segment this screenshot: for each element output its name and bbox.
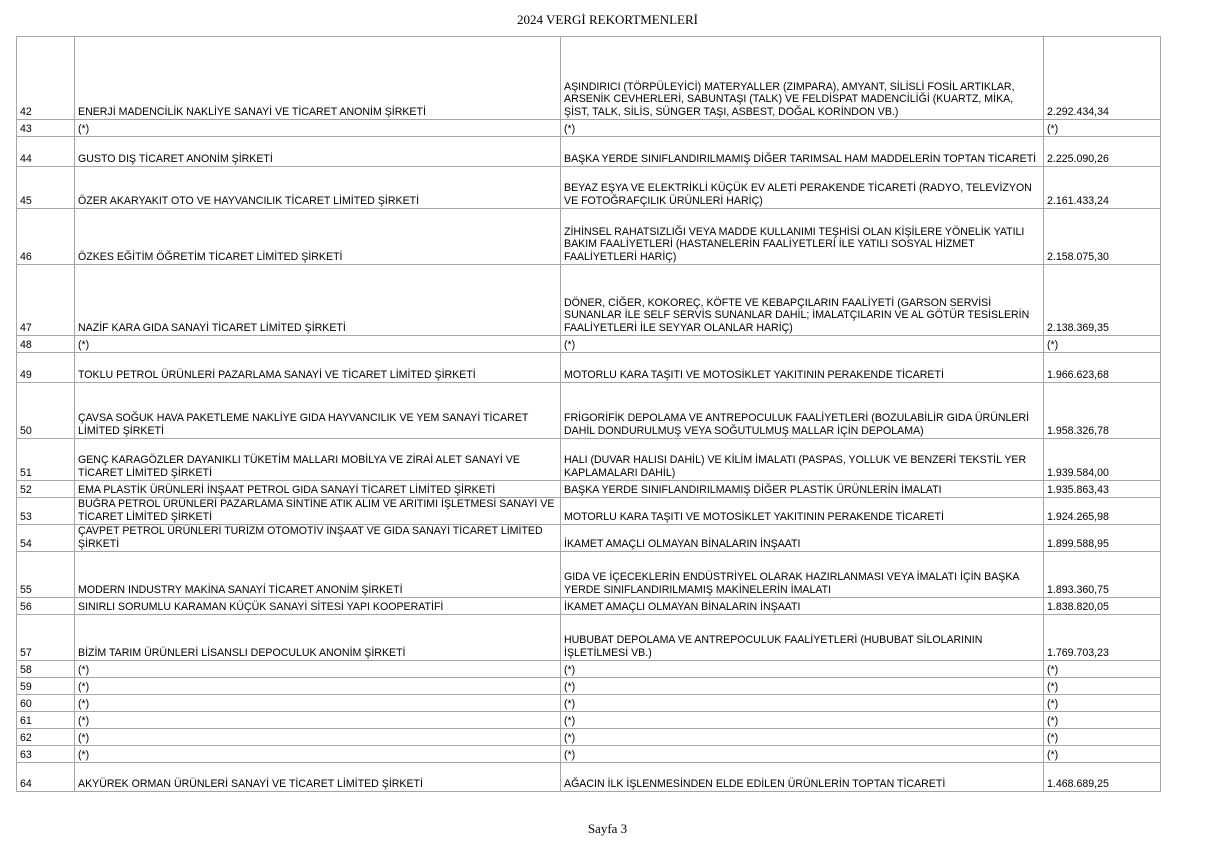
table-row <box>17 336 1161 353</box>
activity-cell: AĞACIN İLK İŞLENMESİNDEN ELDE EDİLEN ÜRÜNLERİN TOPTAN TİCARETİ <box>561 763 1044 792</box>
company-name-cell: ÖZER AKARYAKIT OTO VE HAYVANCILIK TİCARET LİMİTED ŞİRKETİ <box>75 167 561 209</box>
row-number-cell: 45 <box>17 167 75 209</box>
activity-cell: (*) <box>561 729 1044 746</box>
table-row <box>17 525 1161 552</box>
company-name-cell: EMA PLASTİK ÜRÜNLERİ İNŞAAT PETROL GIDA SANAYİ TİCARET LİMİTED ŞİRKETİ <box>75 481 561 498</box>
activity-cell: BAŞKA YERDE SINIFLANDIRILMAMIŞ DİĞER PLASTİK ÜRÜNLERİN İMALATI <box>561 481 1044 498</box>
table-row <box>17 120 1161 137</box>
company-name-cell: (*) <box>75 729 561 746</box>
tax-amount-cell: 1.966.623,68 <box>1044 353 1161 383</box>
tax-amount-cell: 2.158.075,30 <box>1044 209 1161 265</box>
row-number-cell: 56 <box>17 598 75 615</box>
row-number-cell: 44 <box>17 137 75 167</box>
table-row <box>17 678 1161 695</box>
activity-cell: MOTORLU KARA TAŞITI VE MOTOSİKLET YAKITININ PERAKENDE TİCARETİ <box>561 498 1044 525</box>
tax-amount-cell: (*) <box>1044 712 1161 729</box>
company-name-cell: ÖZKES EĞİTİM ÖĞRETİM TİCARET LİMİTED ŞİRKETİ <box>75 209 561 265</box>
table-row <box>17 498 1161 525</box>
table-row <box>17 137 1161 167</box>
company-name-cell: BİZİM TARIM ÜRÜNLERİ LİSANSLI DEPOCULUK ANONİM ŞİRKETİ <box>75 615 561 661</box>
tax-amount-cell: 1.939.584,00 <box>1044 439 1161 481</box>
table-row <box>17 712 1161 729</box>
row-number-cell: 64 <box>17 763 75 792</box>
activity-cell: (*) <box>561 678 1044 695</box>
row-number-cell: 61 <box>17 712 75 729</box>
company-name-cell: MODERN INDUSTRY MAKİNA SANAYİ TİCARET ANONİM ŞİRKETİ <box>75 552 561 598</box>
tax-amount-cell: (*) <box>1044 746 1161 763</box>
table-row <box>17 695 1161 712</box>
activity-cell: (*) <box>561 661 1044 678</box>
activity-cell: AŞINDIRICI (TÖRPÜLEYİCİ) MATERYALLER (ZIMPARA), AMYANT, SİLİSLİ FOSİL ARTIKLAR, ARSENİK CEVHERLERİ, SABUNTAŞI (TALK) VE FELDİSPAT MADENCİLİĞİ (KUARTZ, MİKA, ŞİST, TALK, SİLİS, SÜNGER TAŞI, ASBEST, DOĞAL KORİNDON VB.) <box>561 37 1044 120</box>
tax-amount-cell: (*) <box>1044 729 1161 746</box>
activity-cell: (*) <box>561 120 1044 137</box>
row-number-cell: 59 <box>17 678 75 695</box>
company-name-cell: ÇAVSA SOĞUK HAVA PAKETLEME NAKLİYE GIDA HAYVANCILIK VE YEM SANAYİ TİCARET LİMİTED ŞİRKETİ <box>75 383 561 439</box>
tax-amount-cell: (*) <box>1044 336 1161 353</box>
table-row <box>17 598 1161 615</box>
table-row <box>17 353 1161 383</box>
company-name-cell: (*) <box>75 746 561 763</box>
activity-cell: FRİGORİFİK DEPOLAMA VE ANTREPOCULUK FAALİYETLERİ (BOZULABİLİR GIDA ÜRÜNLERİ DAHİL DONDURULMUŞ VEYA SOĞUTULMUŞ MALLAR İÇİN DEPOLAMA) <box>561 383 1044 439</box>
activity-cell: DÖNER, CİĞER, KOKOREÇ, KÖFTE VE KEBAPÇILARIN FAALİYETİ (GARSON SERVİSİ SUNANLAR İLE SELF SERVİS SUNANLAR DAHİL; İMALATÇILARIN VE AL GÖTÜR TESİSLERİN FAALİYETLERİ İLE SEYYAR OLANLAR HARİÇ) <box>561 265 1044 336</box>
row-number-cell: 53 <box>17 498 75 525</box>
page-number: Sayfa 3 <box>587 821 628 836</box>
table-row <box>17 552 1161 598</box>
table-row <box>17 729 1161 746</box>
row-number-cell: 51 <box>17 439 75 481</box>
page-title: 2024 VERGİ REKORTMENLERİ <box>517 12 698 27</box>
tax-amount-cell: (*) <box>1044 120 1161 137</box>
row-number-cell: 47 <box>17 265 75 336</box>
table-row <box>17 615 1161 661</box>
table-row <box>17 167 1161 209</box>
tax-amount-cell: 1.899.588,95 <box>1044 525 1161 552</box>
row-number-cell: 57 <box>17 615 75 661</box>
tax-amount-cell: 1.935.863,43 <box>1044 481 1161 498</box>
records-table <box>16 36 1161 792</box>
table-row <box>17 746 1161 763</box>
row-number-cell: 63 <box>17 746 75 763</box>
row-number-cell: 62 <box>17 729 75 746</box>
row-number-cell: 49 <box>17 353 75 383</box>
activity-cell: HUBUBAT DEPOLAMA VE ANTREPOCULUK FAALİYETLERİ (HUBUBAT SİLOLARININ İŞLETİLMESİ VB.) <box>561 615 1044 661</box>
activity-cell: (*) <box>561 695 1044 712</box>
tax-amount-cell: (*) <box>1044 678 1161 695</box>
row-number-cell: 46 <box>17 209 75 265</box>
company-name-cell: SINIRLI SORUMLU KARAMAN KÜÇÜK SANAYİ SİTESİ YAPI KOOPERATİFİ <box>75 598 561 615</box>
row-number-cell: 43 <box>17 120 75 137</box>
company-name-cell: ÇAVPET PETROL ÜRÜNLERİ TURİZM OTOMOTİV İNŞAAT VE GIDA SANAYİ TİCARET LİMİTED ŞİRKETİ <box>75 525 561 552</box>
company-name-cell: ENERJİ MADENCİLİK NAKLİYE SANAYİ VE TİCARET ANONİM ŞİRKETİ <box>75 37 561 120</box>
company-name-cell: BUĞRA PETROL ÜRÜNLERİ PAZARLAMA SİNTİNE ATIK ALIM VE ARITIMI İŞLETMESİ SANAYİ VE TİCARET LİMİTED ŞİRKETİ <box>75 498 561 525</box>
activity-cell: (*) <box>561 746 1044 763</box>
row-number-cell: 60 <box>17 695 75 712</box>
row-number-cell: 48 <box>17 336 75 353</box>
company-name-cell: (*) <box>75 120 561 137</box>
row-number-cell: 55 <box>17 552 75 598</box>
tax-amount-cell: (*) <box>1044 695 1161 712</box>
table-row <box>17 383 1161 439</box>
activity-cell: ZİHİNSEL RAHATSIZLIĞI VEYA MADDE KULLANIMI TEŞHİSİ OLAN KİŞİLERE YÖNELİK YATILI BAKIM FAALİYETLERİ (HASTANELERİN FAALİYETLERİ İLE YATILI SOSYAL HİZMET FAALİYETLERİ HARİÇ) <box>561 209 1044 265</box>
activity-cell: MOTORLU KARA TAŞITI VE MOTOSİKLET YAKITININ PERAKENDE TİCARETİ <box>561 353 1044 383</box>
company-name-cell: NAZİF KARA GIDA SANAYİ TİCARET LİMİTED ŞİRKETİ <box>75 265 561 336</box>
tax-amount-cell: 1.468.689,25 <box>1044 763 1161 792</box>
activity-cell: BAŞKA YERDE SINIFLANDIRILMAMIŞ DİĞER TARIMSAL HAM MADDELERİN TOPTAN TİCARETİ <box>561 137 1044 167</box>
row-number-cell: 52 <box>17 481 75 498</box>
tax-amount-cell: 1.924.265,98 <box>1044 498 1161 525</box>
table-row <box>17 265 1161 336</box>
table-row <box>17 209 1161 265</box>
activity-cell: (*) <box>561 336 1044 353</box>
company-name-cell: (*) <box>75 336 561 353</box>
company-name-cell: (*) <box>75 695 561 712</box>
activity-cell: İKAMET AMAÇLI OLMAYAN BİNALARIN İNŞAATI <box>561 598 1044 615</box>
activity-cell: İKAMET AMAÇLI OLMAYAN BİNALARIN İNŞAATI <box>561 525 1044 552</box>
company-name-cell: TOKLU PETROL ÜRÜNLERİ PAZARLAMA SANAYİ VE TİCARET LİMİTED ŞİRKETİ <box>75 353 561 383</box>
tax-amount-cell: 2.225.090,26 <box>1044 137 1161 167</box>
row-number-cell: 50 <box>17 383 75 439</box>
tax-amount-cell: 2.292.434,34 <box>1044 37 1161 120</box>
tax-amount-cell: 1.958.326,78 <box>1044 383 1161 439</box>
company-name-cell: (*) <box>75 678 561 695</box>
activity-cell: HALI (DUVAR HALISI DAHİL) VE KİLİM İMALATI (PASPAS, YOLLUK VE BENZERİ TEKSTİL YER KAPLAMALARI DAHİL) <box>561 439 1044 481</box>
tax-amount-cell: 1.838.820,05 <box>1044 598 1161 615</box>
tax-amount-cell: 1.893.360,75 <box>1044 552 1161 598</box>
company-name-cell: GUSTO DIŞ TİCARET ANONİM ŞİRKETİ <box>75 137 561 167</box>
table-row <box>17 661 1161 678</box>
records-table-body <box>17 37 1161 792</box>
row-number-cell: 42 <box>17 37 75 120</box>
tax-amount-cell: (*) <box>1044 661 1161 678</box>
activity-cell: (*) <box>561 712 1044 729</box>
table-row <box>17 439 1161 481</box>
company-name-cell: (*) <box>75 661 561 678</box>
table-row <box>17 481 1161 498</box>
table-row <box>17 37 1161 120</box>
tax-amount-cell: 2.138.369,35 <box>1044 265 1161 336</box>
company-name-cell: GENÇ KARAGÖZLER DAYANIKLI TÜKETİM MALLARI MOBİLYA VE ZİRAİ ALET SANAYİ VE TİCARET LİMİTED ŞİRKETİ <box>75 439 561 481</box>
company-name-cell: (*) <box>75 712 561 729</box>
row-number-cell: 58 <box>17 661 75 678</box>
tax-amount-cell: 2.161.433,24 <box>1044 167 1161 209</box>
activity-cell: GIDA VE İÇECEKLERİN ENDÜSTRİYEL OLARAK HAZIRLANMASI VEYA İMALATI İÇİN BAŞKA YERDE SINIFLANDIRILMAMIŞ MAKİNELERİN İMALATI <box>561 552 1044 598</box>
company-name-cell: AKYÜREK ORMAN ÜRÜNLERİ SANAYİ VE TİCARET LİMİTED ŞİRKETİ <box>75 763 561 792</box>
row-number-cell: 54 <box>17 525 75 552</box>
activity-cell: BEYAZ EŞYA VE ELEKTRİKLİ KÜÇÜK EV ALETİ PERAKENDE TİCARETİ (RADYO, TELEVİZYON VE FOTOĞRAFÇILIK ÜRÜNLERİ HARİÇ) <box>561 167 1044 209</box>
table-row <box>17 763 1161 792</box>
tax-amount-cell: 1.769.703,23 <box>1044 615 1161 661</box>
